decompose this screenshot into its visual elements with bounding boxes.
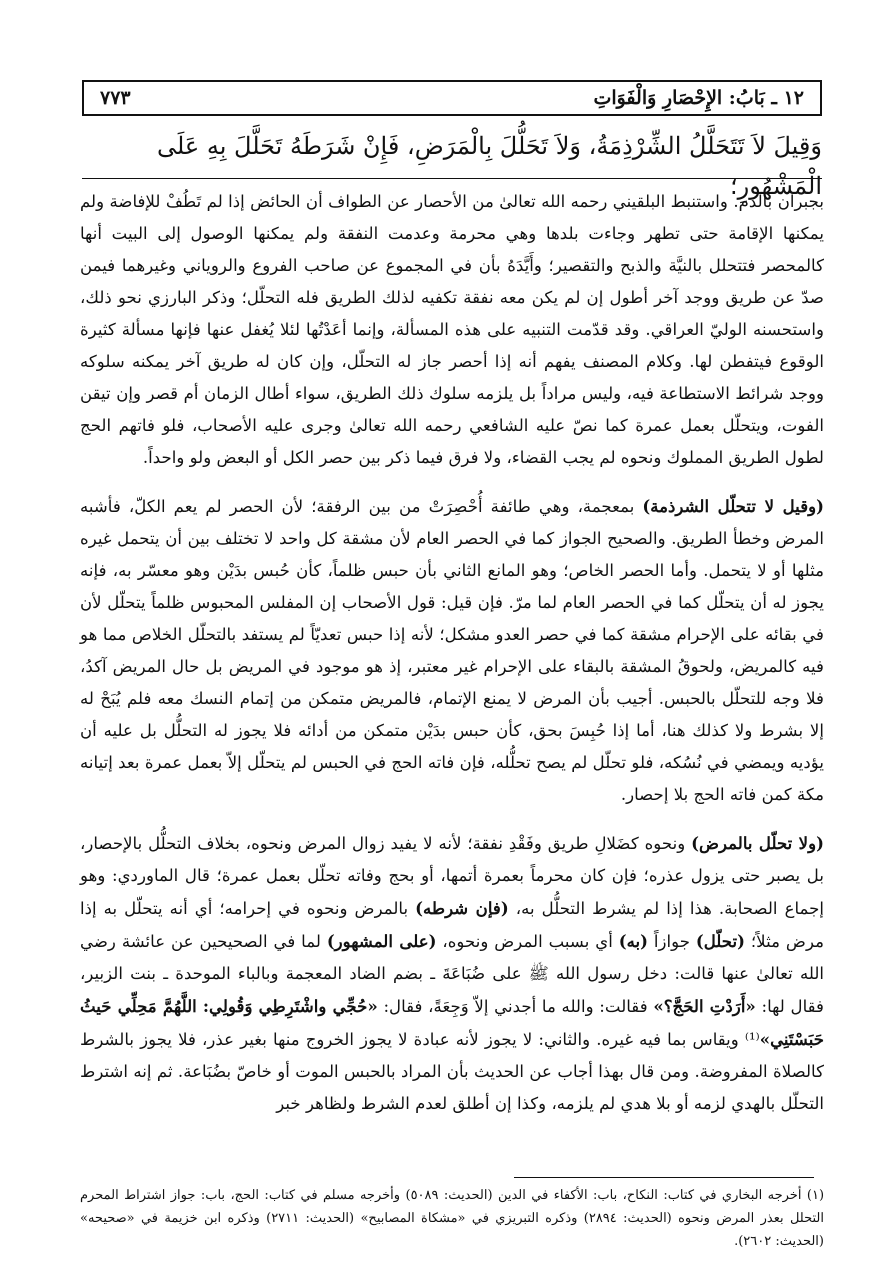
paragraph-3-text-g: أي بسبب المرض ونحوه، (436, 932, 619, 951)
commentary-body (80, 186, 824, 1130)
paragraph-2 (80, 490, 824, 811)
paragraph-3-text-c: بالمرض ونحوه في إحرامه؛ أي أنه يتحلّل به إذا مرض مثلاً؛ (80, 899, 824, 951)
paragraph-3-lead: (ولا تحلّل بالمرض) (691, 833, 824, 853)
paragraph-3-bold-h: (على المشهور) (326, 931, 437, 951)
hadith-quote-1: «أَرَدْتِ الحَجَّ؟» (653, 996, 756, 1016)
paragraph-2-text: بمعجمة، وهي طائفة أُحْصِرَتْ من بين الرفقة؛ لأن الحصر لم يعم الكلّ، فأشبه المرض وخطأ الطريق. والصحيح الجواز كما في الحصر العام لأن مشقة كل واحد لا تختلف بين أن يتحمل غيره مثلها أو لا يتحمل. وأما الحصر الخاص؛ وهو المانع الثاني بأن حبس ظلماً، كأن حُبس بدَيْن وهو معسّر به، فإنه يجوز له أن يتحلّل كما في الحصر العام لما مرّ. فإن قيل: قول الأصحاب إن المفلس المحبوس ظلماً يتحلّل لأن في بقائه على الإحرام مشقة كما في حصر العدو مشكل؛ لأنه إذا حبس تعديّاً لم يستفد بالتحلّل الخلاص مما هو فيه كالمريض، ولحوقُ المشقة بالبقاء على الإحرام غير معتبر، إذ هو موجود في المريض بل حال المريض آكدُ، فلا وجه للتحلّل بالحبس. أجيب بأن المرض لا يمنع الإتمام، فالمريض متمكن من إتمام النسك معه فلم يُبَحْ له إلا بشرط ولا كذلك هنا، أما إذا حُبِسَ بحق، كأن حبس بدَيْن متمكن من أدائه فلا يجوز له التحلُّل بل عليه أن يؤديه ويمضي في نُسُكه، فلو تحلّل لم يصح تحلُّله، فإن فاته الحج في الحبس لم يتحلّل إلاّ بعمل عمرة بعد إتيانه مكة كمن فاته الحج بلا إحصار. (80, 497, 824, 804)
paragraph-3-text-e: جوازاً (648, 932, 696, 951)
paragraph-3-text-a: ونحوه كضَلالِ طريق وفَقْدِ نفقة؛ لأنه لا يفيد زوال المرض ونحوه، بخلاف التحلُّل بالإحصار، بل يصبر حتى يزول عذره؛ فإن كان محرماً بعمرة أتمها، أو بحج وفاته تحلّل بعمل عمرة؛ قال الماوردي: وهو إجماع الصحابة. هذا إذا لم يشرط التحلُّل به، (80, 834, 824, 918)
paragraph-3-text-k: فقالت: والله ما أجدني إلاّ وَجِعَةً، فقال: (377, 997, 654, 1016)
paragraph-3 (80, 827, 824, 1120)
running-header (82, 80, 822, 116)
paragraph-1: بجبران بالدم. واستنبط البلقيني رحمه الله تعالىٰ من الأحصار عن الطواف أن الحائض إذا لم تَطُفْ للإفاضة ولم يمكنها الإقامة حتى تطهر وجاءت بلدها وهي محرمة وعدمت النفقة ولم يمكنها الوصول إلى البيت أنها كالمحصر فتتحلل بالنيَّة والذبح والتقصير؛ وأَيَّدَهُ بأن في المجموع عن صاحب الفروع والروياني وغيرهما فيمن صدّ عن طريق ووجد آخر أطول إن لم يكن معه نفقة تكفيه لذلك الطريق فله التحلّل؛ وذكر البارزي نحو ذلك، واستحسنه الوليّ العراقي. وقد قدّمت التنبيه على هذه المسألة، وإنما أعَدْتُها لئلا يُغفل عنها فإنها مسألة كثيرة الوقوع فيتفطن لها. وكلام المصنف يفهم أنه إذا أحصر جاز له التحلّل، وإن كان له طريق آخر يمكنه سلوكه ووجد شرائط الاستطاعة فيه، وليس مراداً بل يلزمه سلوك ذلك الطريق، سواء أطال الزمان أم قصر وإن تيقن الفوت، ويتحلّل بعمل عمرة كما نصّ عليه الشافعي رحمه الله تعالىٰ وجرى عليه الأصحاب، فلو فاتهم الحج لطول الطريق المملوك ونحوه لم يجب القضاء، ولا فرق فيما ذكر بين حصر الكل أو البعض ولو واحداً. (80, 192, 824, 467)
footnote-divider (514, 1177, 814, 1178)
paragraph-3-bold-f: (به) (618, 931, 648, 951)
paragraph-3-bold-b: (فإن شرطه) (415, 898, 509, 918)
hadith-quote-2: «حُجِّي واشْتَرِطِي وَقُولِي: اللَّهُمَّ مَحِلِّي حَيثُ حَبَسْتَنِي» (80, 996, 824, 1049)
chapter-title: ١٢ ـ بَابُ: الإِحْصَارِ وَالْفَوَاتِ (593, 87, 804, 109)
paragraph-3-text-m: ⁽¹⁾ ويقاس بما فيه غيره. والثاني: لا يجوز لأنه عبادة لا يجوز الخروج منها بغير عذر، فلا يجوز بالشرط كالصلاة المفروضة. ومن قال بهذا أجاب عن الحديث بأن المراد بالحبس الموت أو خاصّ بضُبَاعة. ثم إنه اشترط التحلّل بالهدي لزمه أو بلا هدي لم يلزمه، وكذا إن أطلق لعدم الشرط ولظاهر خبر (80, 1030, 824, 1113)
page-number: ٧٧٣ (100, 87, 131, 109)
matn-divider (82, 178, 822, 179)
matn-text: وَقِيلَ لاَ تَتَحَلَّلُ الشِّرْذِمَةُ، وَلاَ تَحَلُّلَ بِالْمَرَضِ، فَإِنْ شَرَطَهُ تَحَلَّلَ بِهِ عَلَى الْمَشْهُورِ؛ (156, 132, 822, 200)
footnote: (١) أخرجه البخاري في كتاب: النكاح، باب: الأكفاء في الدين (الحديث: ٥٠٨٩) وأخرجه مسلم في كتاب: الحج، باب: جواز اشتراط المحرم التحلل بعذر المرض ونحوه (الحديث: ٢٨٩٤) وذكره التبريزي في «مشكاة المصابيح» (الحديث: ٢٧١١) وذكره ابن خزيمة في «صحيحه» (الحديث: ٢٦٠٢). (80, 1188, 825, 1249)
paragraph-2-lead: (وقيل لا تتحلّل الشرذمة) (642, 496, 824, 516)
paragraph-3-bold-d: (تحلّل) (695, 931, 745, 951)
paragraph-3-text-i: لما في الصحيحين عن عائشة رضي الله تعالىٰ عنها قالت: دخل رسول الله ﷺ على ضُبَاعَةَ ـ بضم الضاد المعجمة وبالباء الموحدة ـ بنت الزبير، فقال لها: (80, 932, 824, 1016)
